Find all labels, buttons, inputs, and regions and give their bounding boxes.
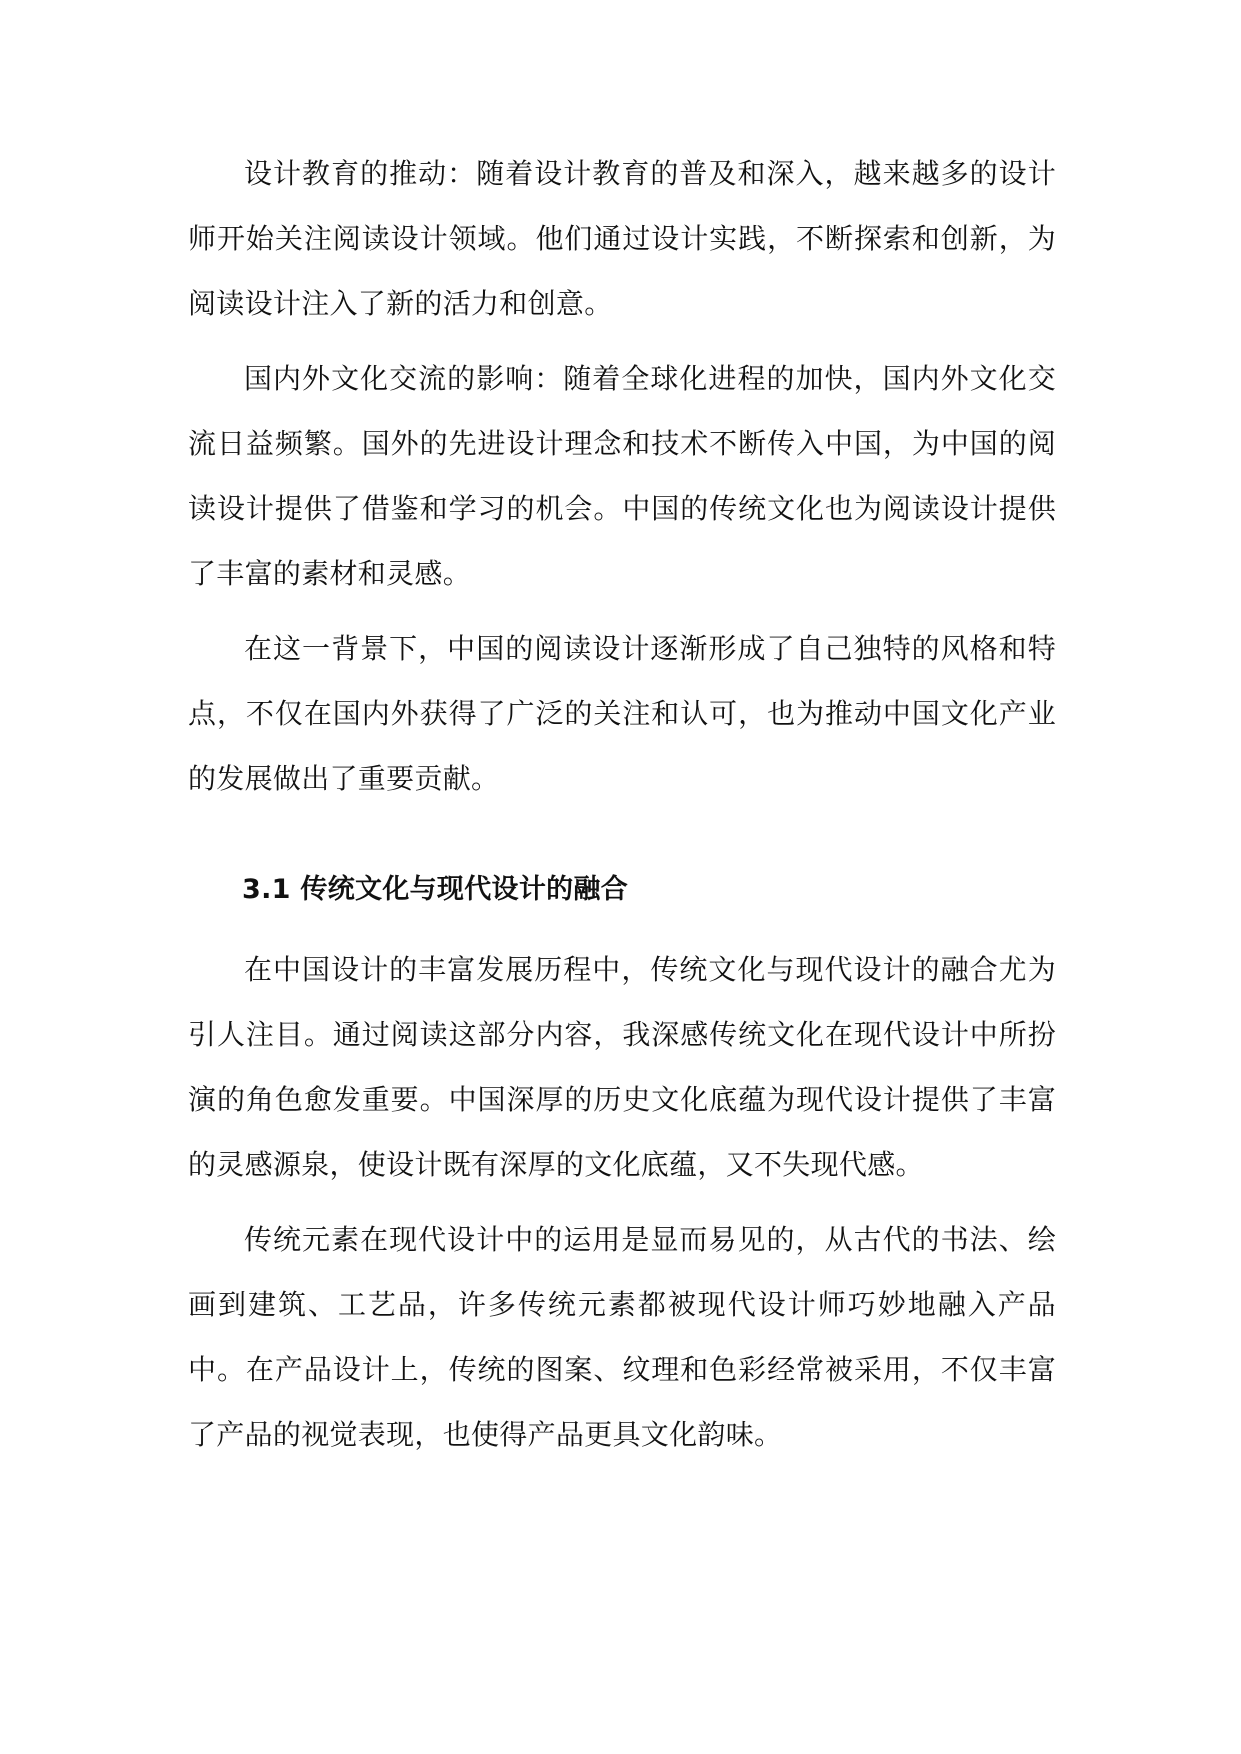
paragraph-cultural-exchange: 国内外文化交流的影响：随着全球化进程的加快，国内外文化交流日益频繁。国外的先进设计理念和技术不断传入中国，为中国的阅读设计提供了借鉴和学习的机会。中国的传统文化也为阅读设计提供了丰富的素材和灵感。 (188, 362, 1056, 590)
document-body (188, 141, 1056, 1477)
paragraph-traditional-elements: 传统元素在现代设计中的运用是显而易见的，从古代的书法、绘画到建筑、工艺品，许多传统元素都被现代设计师巧妙地融入产品中。在产品设计上，传统的图案、纹理和色彩经常被采用，不仅丰富了产品的视觉表现，也使得产品更具文化韵味。 (188, 1223, 1056, 1451)
paragraph-background-summary: 在这一背景下，中国的阅读设计逐渐形成了自己独特的风格和特点，不仅在国内外获得了广泛的关注和认可，也为推动中国文化产业的发展做出了重要贡献。 (188, 632, 1056, 795)
paragraph-tradition-modern-fusion: 在中国设计的丰富发展历程中，传统文化与现代设计的融合尤为引人注目。通过阅读这部分内容，我深感传统文化在现代设计中所扮演的角色愈发重要。中国深厚的历史文化底蕴为现代设计提供了丰富的灵感源泉，使设计既有深厚的文化底蕴，又不失现代感。 (188, 953, 1056, 1181)
paragraph-design-education: 设计教育的推动：随着设计教育的普及和深入，越来越多的设计师开始关注阅读设计领域。他们通过设计实践，不断探索和创新，为阅读设计注入了新的活力和创意。 (188, 157, 1056, 320)
section-heading: 3.1 传统文化与现代设计的融合 (242, 874, 629, 905)
